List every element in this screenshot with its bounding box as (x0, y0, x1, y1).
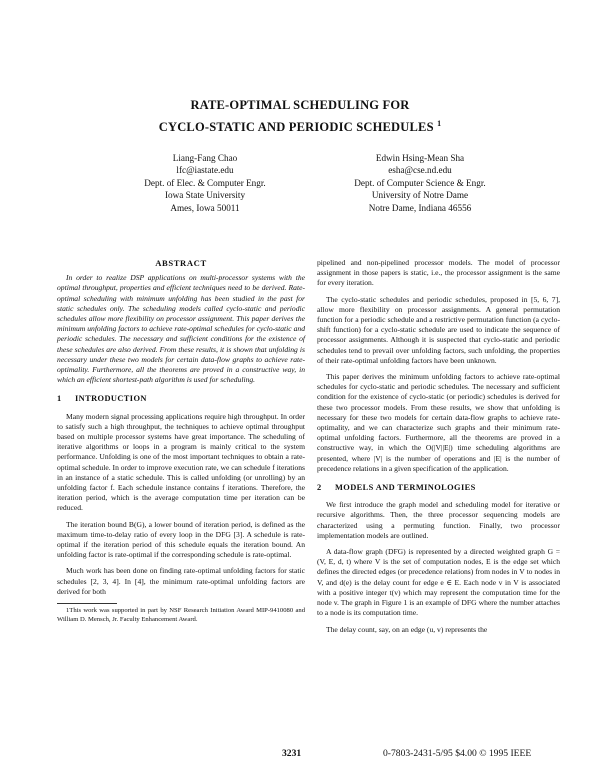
footnote-rule (57, 603, 117, 604)
page-number: 3231 (282, 748, 302, 759)
abstract-heading: ABSTRACT (155, 258, 207, 268)
left-column (57, 258, 305, 630)
section-heading-models (317, 483, 560, 493)
author-dept: Dept. of Elec. & Computer Engr. (144, 177, 266, 188)
author-email: lfc@iastate.edu (176, 165, 234, 176)
paper-title-line2 (0, 116, 600, 135)
intro-paragraph-3: Much work has been done on finding rate-optimal unfolding factors for static schedules [2, 3, 4]. In [4], the minimum rate-optimal unfolding factors are derived for both (57, 566, 305, 596)
author-institution: Iowa State University (164, 190, 246, 201)
intro-paragraph-2: The iteration bound B(G), a lower bound of iteration period, is defined as the maximum time-to-delay ratio of every loop in the DFG [3]. A schedule is rate-optimal if the iteration period of this schedule equals the iteration bound. An unfolding factor is rate-optimal if the corresponding schedule is rate-optimal. (57, 519, 305, 560)
paper-title-text: CYCLO-STATIC AND PERIODIC SCHEDULES (158, 120, 434, 135)
author-dept: Dept. of Computer Science & Engr. (354, 177, 486, 188)
author-address: Notre Dame, Indiana 46556 (368, 202, 472, 213)
author-block-1 (90, 152, 320, 214)
section-number: 1 (57, 394, 62, 404)
section-number: 2 (317, 483, 322, 493)
models-paragraph-1: We first introduce the graph model and scheduling model for iterative or recursive algorithms. Then, the three processor sequencing models are characterized using a permuting function. Finally, two processor implementation models are outlined. (317, 500, 560, 540)
section-heading-introduction (57, 394, 305, 404)
title-footnote-mark: 1 (437, 119, 442, 128)
author-block-2 (305, 152, 535, 214)
section-title: MODELS AND TERMINOLOGIES (335, 483, 476, 493)
intro-paragraph-5: This paper derives the minimum unfolding factors to achieve rate-optimal schedules for cyclo-static and periodic schedules. The necessary and sufficient condition for the existence of cyclo-static (or periodic) schedules is derived for these two processor models. From these results, we show that unfolding is necessary for these two models for certain data-flow graphs to achieve rate-optimality, and we can characterize such graphs and their minimum rate-optimal unfolding factors. Furthermore, all the theorems are proved in a constructive way, in which the O(|V||E|) time scheduling algorithms are presented, where |V| is the number of operations and |E| is the number of precedence relations in a given specification of the application. (317, 372, 560, 473)
right-column (317, 258, 560, 641)
author-address: Ames, Iowa 50011 (170, 202, 240, 213)
ieee-copyright-code: 0-7803-2431-5/95 $4.00 © 1995 IEEE (383, 748, 532, 759)
footnote: 1This work was supported in part by NSF Research Initiation Award MIP-9410080 and William D. Mensch, Jr. Faculty Enhancement Award. (57, 607, 305, 623)
author-institution: University of Notre Dame (371, 190, 469, 201)
intro-continued-paragraph: pipelined and non-pipelined processor models. The model of processor assignment in those papers is static, i.e., the processor assignment is the same for every iteration. (317, 258, 560, 288)
author-name: Edwin Hsing-Mean Sha (375, 153, 465, 163)
models-paragraph-3: The delay count, say, on an edge (u, v) represents the (326, 624, 488, 634)
models-paragraph-2: A data-flow graph (DFG) is represented by a directed weighted graph G = (V, E, d, t) where V is the set of computation nodes, E is the edge set which defines the directed edges (or precedence relations) from nodes in V to nodes in V, and d(e) is the delay count for edge e ∈ E. Each node v in V is associated with a positive integer t(v) which may represent the computation time for the node v. The graph in Figure 1 is an example of DFG where the number attaches to a node is its computation time. (317, 547, 560, 618)
paper-title-line1: RATE-OPTIMAL SCHEDULING FOR (190, 98, 410, 112)
author-name: Liang-Fang Chao (172, 153, 238, 163)
abstract-text: In order to realize DSP applications on multi-processor systems with the optimal throughput, properties and efficient techniques need to be derived. Rate-optimal scheduling with minimum unfolding has been studied in the past for static schedules only. The scheduling models called cyclo-static and periodic schedules allow more flexibility on processor assignment. This paper derives the minimum unfolding factors to achieve rate-optimal schedules for cyclo-static and periodic schedules. The necessary and sufficient conditions for the existence of these schedules are also derived. From these results, it is shown that unfolding is necessary under these two models for certain data-flow graphs to achieve rate-optimality. Furthermore, all the theorems are proved in a constructive way, in which an efficient shortest-path algorithm is used for scheduling. (57, 273, 305, 385)
intro-paragraph-4: The cyclo-static schedules and periodic schedules, proposed in [5, 6, 7], allow more flexibility on processor assignments. A general permutation function for a periodic schedule and a restrictive permutation function (a cyclo-shift function) for a cyclo-static schedule are used to indicate the sequence of processor assignments. Although it is suspected that cyclo-static and periodic schedules tend to prevail over unfolding factors, such unfolding, the properties of their rate-optimal unfolding factors have been unknown. (317, 294, 560, 365)
author-email: esha@cse.nd.edu (388, 165, 452, 176)
intro-paragraph-1: Many modern signal processing applications require high throughput. In order to satisfy such a high throughput, the techniques to achieve optimal throughput based on multiple processor systems have great importance. The scheduling of iterative algorithms or loops in a program is mainly critical to the system performance. Unfolding is one of the most important techniques to obtain a rate-optimal schedule. In order to improve execution rate, we can schedule f iterations in an instance of a static schedule. This is called unfolding (or unrolling) by an unfolding factor f. Each schedule instance contains f iterations. Therefore, the iteration period, which is the average computation time per iteration can be reduced. (57, 411, 305, 513)
section-title: INTRODUCTION (75, 394, 147, 404)
